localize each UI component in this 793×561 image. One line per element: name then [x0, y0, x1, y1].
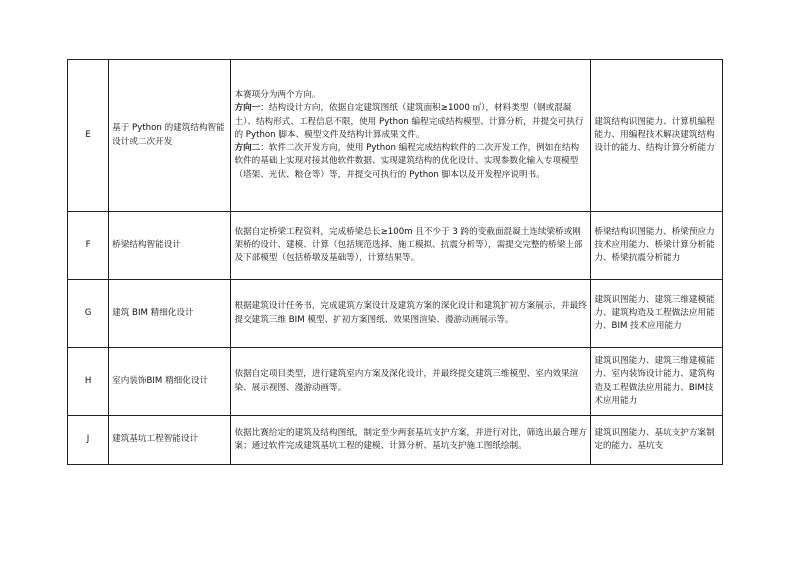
row-name-cell: 建筑 BIM 精细化设计 [109, 280, 231, 348]
row-skills-cell: 建筑结构识图能力、计算机编程能力、用编程技术解决建筑结构设计的能力、结构计算分析能力 [591, 60, 723, 212]
direction-one-text: ：结构设计方向，依据自定建筑图纸（建筑面积≥1000 ㎡），材料类型（钢或混凝土）、结构形式、工程信息不限，使用 Python 编程完成结构模型、计算分析，并提交可执行的 Python 脚本、模型文件及结构计算成果文件。 [234, 103, 584, 140]
row-code-cell: G [68, 280, 109, 348]
table-row [68, 348, 723, 416]
row-name-cell: 桥梁结构智能设计 [109, 212, 231, 280]
table-row [68, 60, 723, 212]
row-skills-cell: 桥梁结构识图能力、桥梁预应力技术应用能力、桥梁计算分析能力、桥梁抗震分析能力 [591, 212, 723, 280]
row-name-cell: 基于 Python 的建筑结构智能设计或二次开发 [109, 60, 231, 212]
table-row [68, 416, 723, 465]
row-desc-cell [231, 60, 591, 212]
row-code-cell: F [68, 212, 109, 280]
competition-table [67, 59, 723, 465]
direction-two-label: 方向二 [234, 143, 261, 154]
row-skills-cell: 建筑识图能力、建筑三维建模能力、建筑构造及工程做法应用能力、BIM 技术应用能力 [591, 280, 723, 348]
direction-one-label: 方向一 [234, 103, 261, 114]
desc-intro: 本赛项分为两个方向。 [234, 90, 321, 101]
row-desc-cell: 根据建筑设计任务书，完成建筑方案设计及建筑方案的深化设计和建筑扩初方案展示，并最终提交建筑三维 BIM 模型、扩初方案图纸、效果图渲染、漫游动画展示等。 [231, 280, 591, 348]
table-row [68, 212, 723, 280]
row-name-cell: 建筑基坑工程智能设计 [109, 416, 231, 465]
row-skills-cell: 建筑识图能力、基坑支护方案制定的能力、基坑支 [591, 416, 723, 465]
direction-two-text: ：软件二次开发方向，使用 Python 编程完成结构软件的二次开发工作，例如在结构软件的基础上实现对接其他软件数据、实现建筑结构的优化设计、实现参数化输入专项模型（塔架、光伏、粮仓等）等，并提交可执行的 Python 脚本以及开发程序说明书。 [234, 143, 580, 180]
row-name-cell: 室内装饰BIM 精细化设计 [109, 348, 231, 416]
row-desc-cell: 依据比赛给定的建筑及结构图纸，制定至少两套基坑支护方案，并进行对比，筛选出最合理方案；通过软件完成建筑基坑工程的建模、计算分析、基坑支护施工图纸绘制。 [231, 416, 591, 465]
row-code-cell: J [68, 416, 109, 465]
row-desc-cell: 依据自定项目类型，进行建筑室内方案及深化设计，并最终提交建筑三维模型、室内效果渲染、展示视图、漫游动画等。 [231, 348, 591, 416]
table-row [68, 280, 723, 348]
row-desc-cell: 依据自定桥梁工程资料，完成桥梁总长≥100m 且不少于 3 跨的变截面混凝土连续梁桥或刚架桥的设计、建模、计算（包括规范选择、施工模拟、抗震分析等），需提交完整的桥梁上部及下部模型（包括桥墩及基础等），计算结果等。 [231, 212, 591, 280]
row-code-cell: H [68, 348, 109, 416]
row-code-cell: E [68, 60, 109, 212]
row-skills-cell: 建筑识图能力、建筑三维建模能力、室内装饰设计能力、建筑构造及工程做法应用能力、BIM技术应用能力 [591, 348, 723, 416]
